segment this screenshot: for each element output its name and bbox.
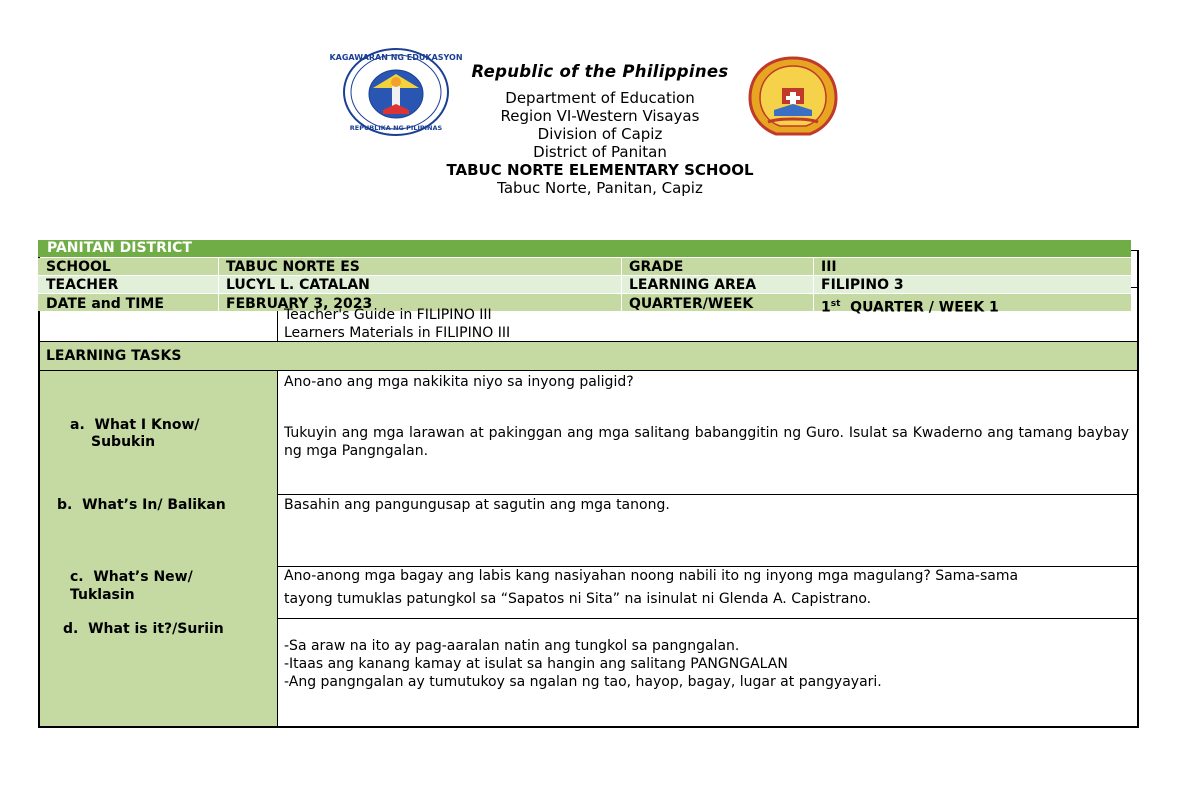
task-b-text: Basahin ang pangungusap at sagutin ang mga tanong. xyxy=(284,497,670,513)
task-c-label-2: Tuklasin xyxy=(70,587,135,603)
info-value: FEBRUARY 3, 2023 xyxy=(226,296,373,312)
school-address-block xyxy=(400,88,800,198)
task-d-line-2: -Itaas ang kanang kamay at isulat sa hangin ang salitang PANGNGALAN xyxy=(284,656,788,672)
quarter-week-value: 1st QUARTER / WEEK 1 xyxy=(821,299,999,316)
info-label: LEARNING AREA xyxy=(629,277,757,293)
info-label: TEACHER xyxy=(46,277,119,293)
task-a-label: a. What I Know/ xyxy=(70,417,200,433)
task-b-label: b. What’s In/ Balikan xyxy=(57,497,226,513)
info-value: FILIPINO 3 xyxy=(821,277,904,293)
district-banner xyxy=(38,240,1131,257)
deped-seal-text-top: KAGAWARAN NG EDUKASYON xyxy=(329,53,463,62)
division-line: Division of Capiz xyxy=(537,125,663,143)
department-line: Department of Education xyxy=(505,89,695,107)
task-c-text-1: Ano-anong mga bagay ang labis kang nasiyahan noong nabili ito ng inyong mga magulang? Sama-sama xyxy=(284,568,1019,584)
learning-tasks-heading: LEARNING TASKS xyxy=(46,348,182,364)
info-value: LUCYL L. CATALAN xyxy=(226,277,370,293)
info-label: GRADE xyxy=(629,259,684,275)
info-label: DATE and TIME xyxy=(46,296,164,312)
district-line: District of Panitan xyxy=(533,143,667,161)
task-c-label: c. What’s New/ xyxy=(70,569,193,585)
school-name-line: TABUC NORTE ELEMENTARY SCHOOL xyxy=(446,161,754,179)
republic-heading: Republic of the Philippines xyxy=(471,62,729,81)
info-value: TABUC NORTE ES xyxy=(226,259,360,275)
teachers-guide-ref: Teacher's Guide in FILIPINO III xyxy=(284,307,492,323)
task-d-line-1: -Sa araw na ito ay pag-aaralan natin ang tungkol sa pangngalan. xyxy=(284,638,740,654)
info-label: SCHOOL xyxy=(46,259,111,275)
references-clip xyxy=(284,307,784,323)
school-address-line: Tabuc Norte, Panitan, Capiz xyxy=(497,179,703,197)
district-title: PANITAN DISTRICT xyxy=(47,240,192,256)
info-label: QUARTER/WEEK xyxy=(629,296,754,312)
task-c-text-2: tayong tumuklas patungkol sa “Sapatos ni Sita” na isinulat ni Glenda A. Capistrano. xyxy=(284,591,872,607)
learners-materials-ref: Learners Materials in FILIPINO III xyxy=(284,325,511,341)
task-d-line-3: -Ang pangngalan ay tumutukoy sa ngalan ng tao, hayop, bagay, lugar at pangyayari. xyxy=(284,674,882,690)
region-line: Region VI-Western Visayas xyxy=(500,107,700,125)
task-a-label-2: Subukin xyxy=(91,434,156,450)
task-a-text-2: Tukuyin ang mga larawan at pakinggan ang mga salitang babanggitin ng Guro. Isulat sa Kwaderno ang tamang baybay ng mga Pangngalan. xyxy=(284,425,1129,459)
deped-seal-text-bottom: REPUBLIKA NG PILIPINAS xyxy=(349,124,443,132)
task-a-text-1: Ano-ano ang mga nakikita niyo sa inyong paligid? xyxy=(284,374,634,390)
info-value: III xyxy=(821,259,837,275)
task-d-label: d. What is it?/Suriin xyxy=(63,621,224,637)
